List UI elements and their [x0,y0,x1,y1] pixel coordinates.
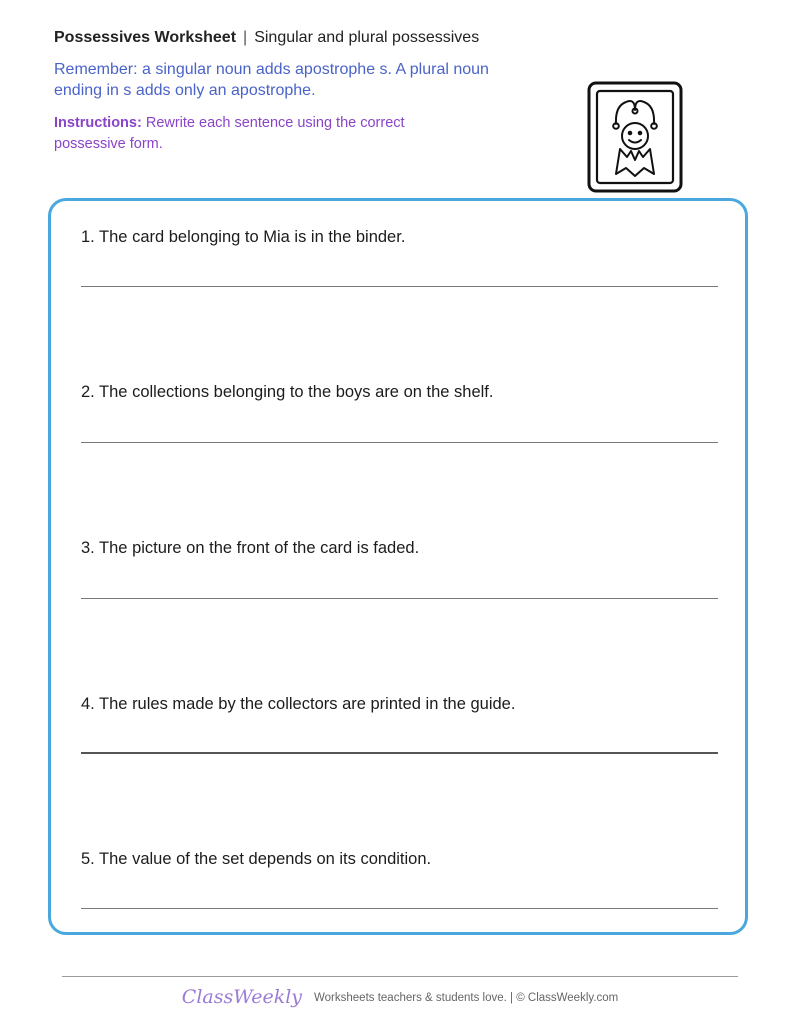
footer [0,986,800,1008]
footer-divider [62,976,738,977]
answer-line-3[interactable] [81,598,718,599]
title-separator: | [243,29,248,46]
instructions-text: Rewrite each sentence using the correct possessive form. [54,115,405,152]
instructions-label: Instructions: [54,115,142,131]
worksheet-title: Possessives Worksheet [54,29,237,46]
answer-box [48,198,748,935]
title-line [54,28,479,48]
answer-line-5[interactable] [81,908,718,909]
question-3: 3. The picture on the front of the card is faded. [81,539,420,557]
remember-note: Remember: a singular noun adds apostrophe s. A plural noun ending in s adds only an apostrophe. [54,61,489,99]
worksheet-header [54,28,479,48]
answer-line-1[interactable] [81,286,718,287]
brand-logo: ClassWeekly [181,986,303,1008]
question-1: 1. The card belonging to Mia is in the binder. [81,228,406,246]
question-4: 4. The rules made by the collectors are printed in the guide. [81,695,516,713]
question-2: 2. The collections belonging to the boys are on the shelf. [81,383,494,401]
instructions [54,113,454,155]
answer-line-4[interactable] [81,752,718,754]
answer-line-2[interactable] [81,442,718,443]
worksheet-subtitle: Singular and plural possessives [254,29,480,46]
jester-card-icon [586,80,684,194]
question-5: 5. The value of the set depends on its condition. [81,850,432,868]
footer-text: Worksheets teachers & students love. | © ClassWeekly.com [314,992,619,1004]
